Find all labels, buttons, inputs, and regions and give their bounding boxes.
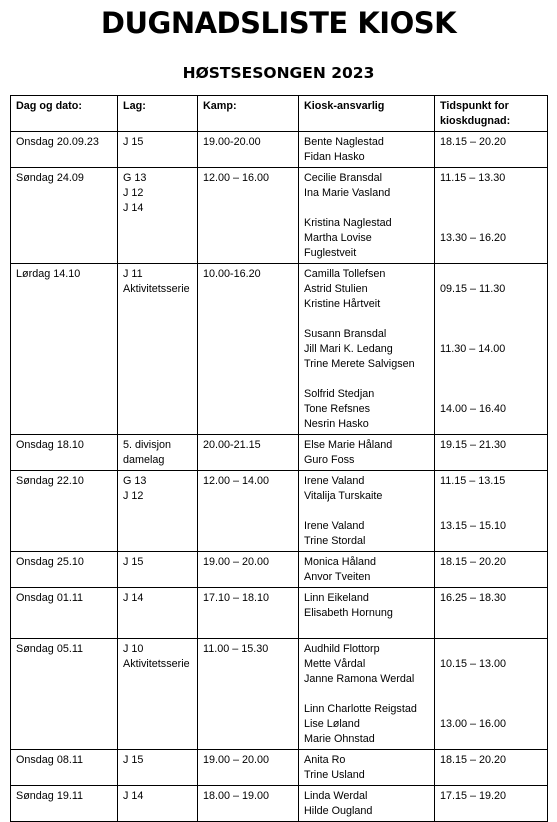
cell-line	[440, 216, 542, 231]
cell-line	[304, 312, 429, 327]
kiosk-responsible-cell	[299, 264, 435, 435]
team-cell	[118, 552, 198, 588]
match-cell	[198, 168, 299, 264]
header-team: Lag:	[118, 96, 198, 132]
shift-time-cell	[435, 750, 548, 786]
cell-line	[440, 387, 542, 402]
table-row	[11, 750, 548, 786]
kiosk-responsible-cell	[299, 750, 435, 786]
cell-line: Else Marie Håland	[304, 439, 393, 451]
cell-line: Irene Valand	[304, 520, 365, 532]
cell-line: Guro Foss	[304, 454, 355, 466]
shift-time-cell	[435, 264, 548, 435]
table-row	[11, 552, 548, 588]
shift-time-cell	[435, 552, 548, 588]
cell-line: Fuglestveit	[304, 247, 357, 259]
cell-line: Tone Refsnes	[304, 403, 371, 415]
shift-time-cell	[435, 132, 548, 168]
team-cell	[118, 168, 198, 264]
team-cell	[118, 132, 198, 168]
cell-line: 13.15 – 15.10	[440, 520, 507, 532]
cell-line: 12.00 – 16.00	[203, 172, 270, 184]
header-match: Kamp:	[198, 96, 299, 132]
cell-line	[440, 672, 542, 687]
match-cell	[198, 639, 299, 750]
cell-line: damelag	[123, 454, 165, 466]
kiosk-responsible-cell	[299, 168, 435, 264]
match-cell	[198, 588, 299, 639]
cell-line: J 15	[123, 136, 144, 148]
cell-line	[440, 702, 542, 717]
cell-line	[440, 642, 542, 657]
shift-time-cell	[435, 168, 548, 264]
cell-line: Onsdag 25.10	[16, 556, 84, 568]
cell-line: J 14	[123, 202, 144, 214]
cell-line	[440, 687, 542, 702]
cell-line	[440, 267, 542, 282]
cell-line: Onsdag 18.10	[16, 439, 84, 451]
cell-line: Jill Mari K. Ledang	[304, 343, 393, 355]
cell-line: J 14	[123, 790, 144, 802]
cell-line	[440, 372, 542, 387]
cell-line: 17.10 – 18.10	[203, 592, 270, 604]
cell-line: 16.25 – 18.30	[440, 592, 507, 604]
cell-line: Søndag 22.10	[16, 475, 84, 487]
header-date: Dag og dato:	[11, 96, 118, 132]
header-kiosk-responsible: Kiosk-ansvarlig	[299, 96, 435, 132]
cell-line: 19.00-20.00	[203, 136, 261, 148]
date-cell	[11, 264, 118, 435]
cell-line	[304, 687, 429, 702]
cell-line: Cecilie Bransdal	[304, 172, 383, 184]
cell-line: Astrid Stulien	[304, 283, 368, 295]
cell-line	[304, 372, 429, 387]
header-shift-time: Tidspunkt for kioskdugnad:	[435, 96, 548, 132]
cell-line: 10.15 – 13.00	[440, 658, 507, 670]
cell-line: 18.15 – 20.20	[440, 754, 507, 766]
cell-line	[440, 489, 542, 504]
kiosk-responsible-cell	[299, 639, 435, 750]
shift-time-cell	[435, 639, 548, 750]
date-cell	[11, 435, 118, 471]
cell-line	[304, 621, 429, 636]
cell-line: 19.00 – 20.00	[203, 754, 270, 766]
team-cell	[118, 588, 198, 639]
cell-line: Marie Ohnstad	[304, 733, 375, 745]
cell-line: Trine Stordal	[304, 535, 366, 547]
shift-time-cell	[435, 471, 548, 552]
cell-line: Monica Håland	[304, 556, 377, 568]
cell-line: Onsdag 01.11	[16, 592, 84, 604]
cell-line	[440, 186, 542, 201]
team-cell	[118, 750, 198, 786]
schedule-table	[10, 95, 548, 822]
cell-line: 18.15 – 20.20	[440, 136, 507, 148]
match-cell	[198, 132, 299, 168]
team-cell	[118, 435, 198, 471]
cell-line: Vitalija Turskaite	[304, 490, 383, 502]
cell-line: 18.00 – 19.00	[203, 790, 270, 802]
cell-line: 11.15 – 13.30	[440, 172, 506, 184]
cell-line: 11.15 – 13.15	[440, 475, 506, 487]
team-cell	[118, 264, 198, 435]
cell-line: J 12	[123, 490, 144, 502]
cell-line: Kristina Naglestad	[304, 217, 392, 229]
cell-line	[440, 312, 542, 327]
table-row	[11, 132, 548, 168]
cell-line: Solfrid Stedjan	[304, 388, 375, 400]
kiosk-responsible-cell	[299, 435, 435, 471]
cell-line: Ina Marie Vasland	[304, 187, 391, 199]
cell-line: 17.15 – 19.20	[440, 790, 507, 802]
date-cell	[11, 588, 118, 639]
cell-line: J 10	[123, 643, 144, 655]
shift-time-cell	[435, 435, 548, 471]
match-cell	[198, 264, 299, 435]
cell-line: J 11	[123, 268, 143, 280]
match-cell	[198, 435, 299, 471]
cell-line: 11.00 – 15.30	[203, 643, 269, 655]
cell-line	[440, 297, 542, 312]
cell-line: Onsdag 20.09.23	[16, 136, 99, 148]
cell-line: J 12	[123, 187, 144, 199]
table-row	[11, 264, 548, 435]
cell-line	[440, 357, 542, 372]
cell-line: Trine Merete Salvigsen	[304, 358, 415, 370]
cell-line: Lørdag 14.10	[16, 268, 81, 280]
cell-line: 11.30 – 14.00	[440, 343, 506, 355]
cell-line: Susann Bransdal	[304, 328, 387, 340]
cell-line: Søndag 24.09	[16, 172, 84, 184]
cell-line: 18.15 – 20.20	[440, 556, 507, 568]
match-cell	[198, 552, 299, 588]
header-row	[11, 96, 548, 132]
cell-line: 5. divisjon	[123, 439, 172, 451]
cell-line: Lise Løland	[304, 718, 360, 730]
cell-line: Anvor Tveiten	[304, 571, 371, 583]
cell-line: 14.00 – 16.40	[440, 403, 507, 415]
cell-line: Linn Charlotte Reigstad	[304, 703, 417, 715]
cell-line: Aktivitetsserie	[123, 658, 190, 670]
cell-line: Audhild Flottorp	[304, 643, 380, 655]
cell-line: 19.00 – 20.00	[203, 556, 270, 568]
cell-line: G 13	[123, 172, 147, 184]
cell-line	[440, 201, 542, 216]
cell-line: Linn Eikeland	[304, 592, 369, 604]
cell-line: 12.00 – 14.00	[203, 475, 270, 487]
cell-line: Fidan Hasko	[304, 151, 365, 163]
cell-line: 20.00-21.15	[203, 439, 261, 451]
schedule-body	[11, 132, 548, 822]
page-title: DUGNADSLISTE KIOSK	[100, 6, 457, 40]
cell-line: 13.00 – 16.00	[440, 718, 507, 730]
cell-line: Linda Werdal	[304, 790, 368, 802]
date-cell	[11, 639, 118, 750]
cell-line: Nesrin Hasko	[304, 418, 369, 430]
cell-line	[440, 327, 542, 342]
table-row	[11, 471, 548, 552]
cell-line: G 13	[123, 475, 147, 487]
kiosk-responsible-cell	[299, 552, 435, 588]
kiosk-responsible-cell	[299, 471, 435, 552]
cell-line: Elisabeth Hornung	[304, 607, 393, 619]
cell-line: 10.00-16.20	[203, 268, 261, 280]
match-cell	[198, 750, 299, 786]
cell-line: Janne Ramona Werdal	[304, 673, 415, 685]
kiosk-responsible-cell	[299, 132, 435, 168]
cell-line	[440, 504, 542, 519]
cell-line: Bente Naglestad	[304, 136, 384, 148]
table-row	[11, 588, 548, 639]
date-cell	[11, 552, 118, 588]
page-subtitle: HØSTSESONGEN 2023	[182, 64, 375, 82]
cell-line: Martha Lovise	[304, 232, 372, 244]
date-cell	[11, 471, 118, 552]
cell-line: Onsdag 08.11	[16, 754, 84, 766]
cell-line: 09.15 – 11.30	[440, 283, 506, 295]
table-row	[11, 168, 548, 264]
team-cell	[118, 639, 198, 750]
cell-line: J 15	[123, 556, 144, 568]
cell-line: Kristine Hårtveit	[304, 298, 381, 310]
team-cell	[118, 471, 198, 552]
cell-line: Trine Usland	[304, 769, 365, 781]
cell-line: 13.30 – 16.20	[440, 232, 507, 244]
date-cell	[11, 750, 118, 786]
table-row	[11, 435, 548, 471]
cell-line: Søndag 19.11	[16, 790, 84, 802]
cell-line: Camilla Tollefsen	[304, 268, 386, 280]
cell-line: J 14	[123, 592, 144, 604]
kiosk-responsible-cell	[299, 588, 435, 639]
cell-line	[304, 504, 429, 519]
cell-line: Aktivitetsserie	[123, 283, 190, 295]
cell-line	[304, 201, 429, 216]
cell-line: Anita Ro	[304, 754, 346, 766]
cell-line: Søndag 05.11	[16, 643, 84, 655]
cell-line: Hilde Ougland	[304, 805, 373, 817]
table-row	[11, 639, 548, 750]
shift-time-cell	[435, 588, 548, 639]
cell-line: 19.15 – 21.30	[440, 439, 507, 451]
cell-line: Mette Vårdal	[304, 658, 366, 670]
date-cell	[11, 168, 118, 264]
date-cell	[11, 132, 118, 168]
match-cell	[198, 471, 299, 552]
cell-line: Irene Valand	[304, 475, 365, 487]
cell-line: J 15	[123, 754, 144, 766]
